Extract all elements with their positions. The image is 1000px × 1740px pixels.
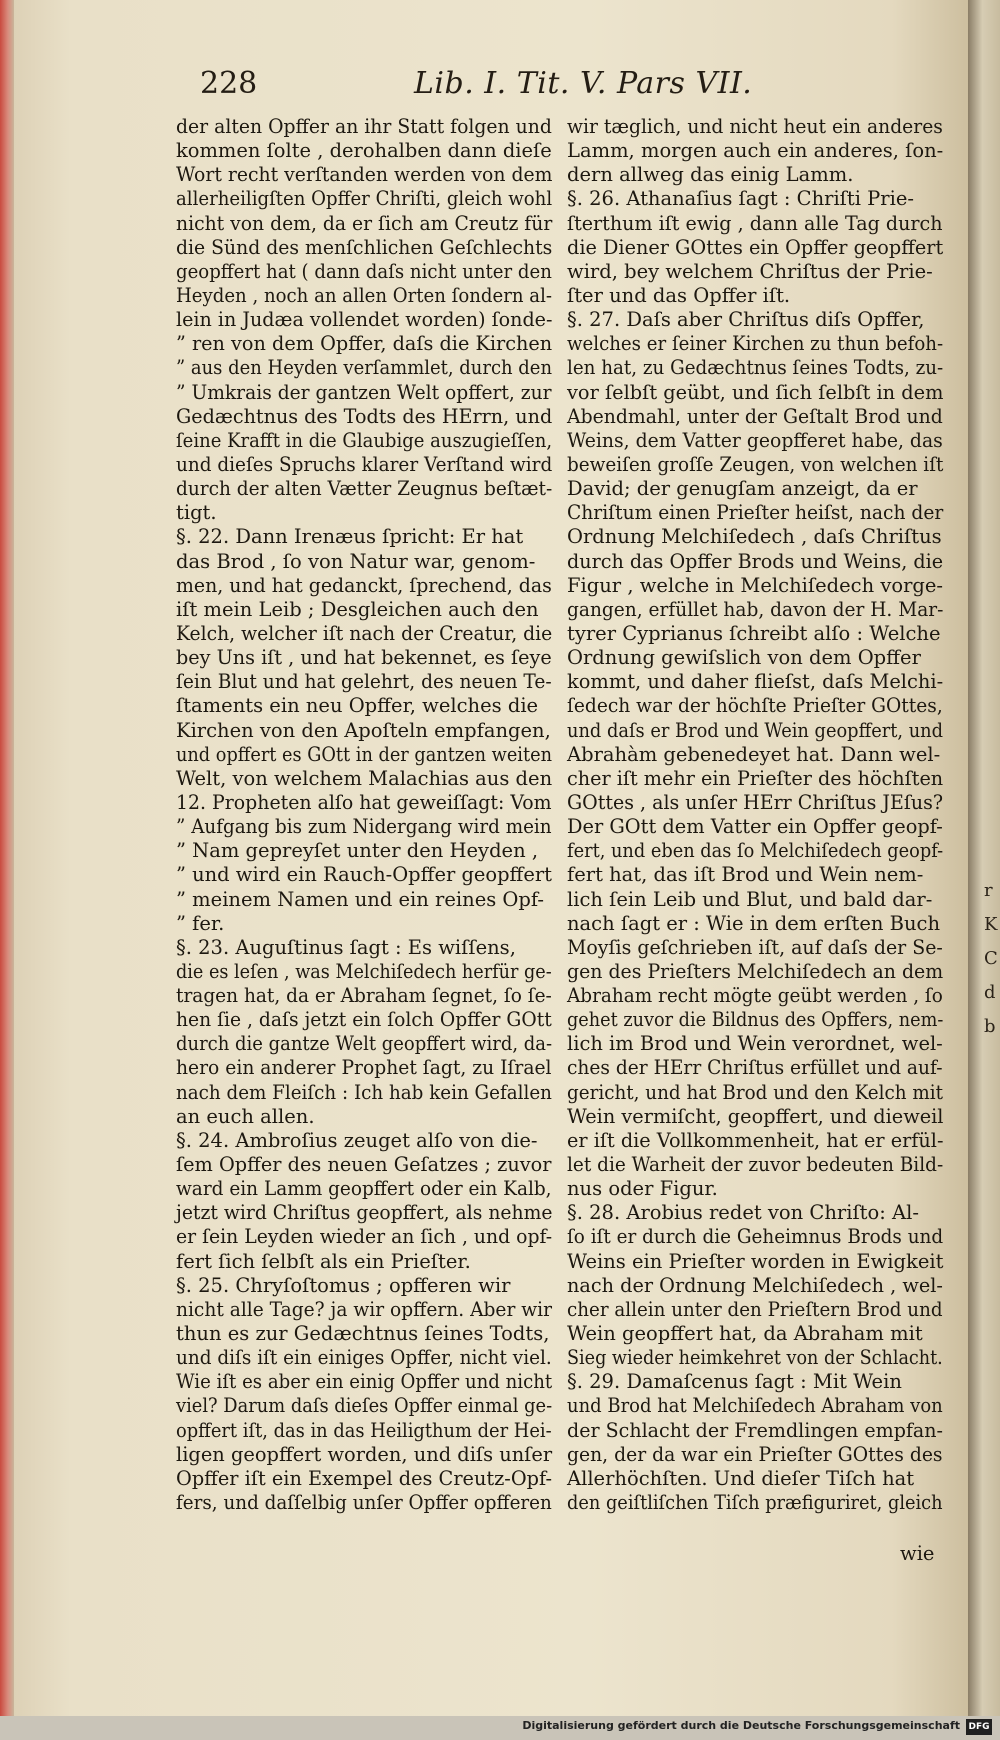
text-line: Chriſtum einen Prieſter heiſst, nach der: [567, 501, 944, 525]
facing-page-fragments: [984, 880, 1000, 1050]
text-line: tragen hat, da er Abraham ſegnet, ſo ſe-: [176, 984, 552, 1008]
digitization-credit: Digitalisierung gefördert durch die Deutsche Forschungsgemeinschaft: [522, 1719, 960, 1732]
text-line: den geiſtliſchen Tiſch præfiguriret, gleich: [567, 1491, 943, 1515]
text-line: fert hat, das iſt Brod und Wein nem-: [567, 863, 924, 887]
text-line: Heyden , noch an allen Orten ſondern al-: [176, 283, 553, 307]
text-line: Gedæchtnus des Todts des HErrn, und: [176, 404, 553, 428]
text-line: ward ein Lamm geopffert oder ein Kalb,: [176, 1177, 552, 1201]
text-line: Lamm, morgen auch ein anderes, ſon-: [567, 139, 944, 163]
text-line: ſter und das Opffer iſt.: [567, 283, 791, 307]
text-line: Wein geopffert hat, da Abraham mit: [567, 1322, 923, 1346]
text-column-left: [176, 115, 552, 1515]
text-line: Weins, dem Vatter geopfferet habe, das: [567, 428, 943, 452]
text-line: dern allweg das einig Lamm.: [567, 163, 854, 187]
text-line: §. 29. Damaſcenus ſagt : Mit Wein: [567, 1370, 902, 1394]
text-line: Abraham recht mögte geübt werden , ſo: [567, 984, 943, 1008]
text-line: die es leſen , was Melchiſedech herfür ge-: [176, 959, 552, 983]
text-line: vor ſelbſt geübt, und ſich ſelbſt in dem: [567, 380, 944, 404]
text-line: Kirchen von den Apoſteln empfangen,: [176, 718, 551, 742]
text-line: durch das Opffer Brods und Weins, die: [567, 549, 944, 573]
text-line: Ordnung Melchiſedech , daſs Chriſtus: [567, 525, 942, 549]
text-line: er ſein Leyden wieder an ſich , und opf-: [176, 1225, 553, 1249]
text-line: Ordnung gewiſslich von dem Opffer: [567, 646, 921, 670]
text-line: ” aus den Heyden verſammlet, durch den: [176, 356, 553, 380]
text-line: David; der genugſam anzeigt, da er: [567, 477, 918, 501]
text-line: 12. Propheten alſo hat geweiſſagt: Vom: [176, 790, 552, 814]
text-line: viel? Darum daſs dieſes Opffer einmal ge-: [176, 1394, 553, 1418]
text-line: beweiſen groſſe Zeugen, von welchen iſt: [567, 452, 944, 476]
spine-letter: K: [984, 914, 998, 935]
text-line: ſtaments ein neu Opffer, welches die: [176, 694, 539, 718]
text-line: ” ren von dem Opffer, daſs die Kirchen: [176, 332, 553, 356]
text-line: nach ſagt er : Wie in dem erſten Buch: [567, 911, 941, 935]
text-line: cher iſt mehr ein Prieſter des höchſten: [567, 766, 944, 790]
text-line: gen des Prieſters Melchiſedech an dem: [567, 959, 944, 983]
text-line: ligen geopffert worden, und diſs unſer: [176, 1442, 553, 1466]
text-line: opffert iſt, das in das Heiligthum der Hei-: [176, 1418, 552, 1442]
text-line: hero ein anderer Prophet ſagt, zu Iſrael: [176, 1056, 552, 1080]
text-line: Der GOtt dem Vatter ein Opffer geopf-: [567, 815, 943, 839]
text-line: ſo iſt er durch die Geheimnus Brods und: [567, 1225, 944, 1249]
text-line: Sieg wieder heimkehret von der Schlacht.: [567, 1346, 943, 1370]
spine-letter: r: [984, 880, 993, 901]
spine-letter: b: [984, 1016, 996, 1037]
text-line: Opffer iſt ein Exempel des Creutz-Opf-: [176, 1466, 552, 1490]
text-line: die Sünd des menſchlichen Geſchlechts: [176, 235, 553, 259]
text-line: er iſt die Vollkommenheit, hat er erfül-: [567, 1128, 944, 1152]
text-line: wir tæglich, und nicht heut ein anderes: [567, 115, 943, 138]
text-line: ” Umkrais der gantzen Welt opffert, zur: [176, 380, 552, 404]
text-line: tyrer Cyprianus ſchreibt alſo : Welche: [567, 621, 941, 645]
text-line: ” und wird ein Rauch-Opffer geopffert: [176, 863, 552, 887]
text-line: Abendmahl, unter der Geſtalt Brod und: [567, 404, 943, 428]
text-line: nach dem Fleiſch : Ich hab kein Gefallen: [176, 1080, 552, 1104]
text-line: kommen ſolte , derohalben dann dieſe: [176, 139, 552, 163]
text-line: ſem Opffer des neuen Geſatzes ; zuvor: [176, 1153, 552, 1177]
text-line: und daſs er Brod und Wein geopffert, und: [567, 718, 944, 742]
text-line: GOttes , als unſer HErr Chriſtus JEſus?: [567, 790, 944, 814]
text-line: Welt, von welchem Malachias aus den: [176, 766, 553, 790]
dfg-logo: DFG: [966, 1719, 992, 1735]
text-line: gangen, erfüllet hab, davon der H. Mar-: [567, 597, 944, 621]
text-line: lein in Judæa vollendet worden) ſonde-: [176, 308, 553, 332]
text-line: jetzt wird Chriſtus geopffert, als nehme: [176, 1201, 553, 1225]
catchword: wie: [900, 1542, 935, 1565]
text-line: der Schlacht der Fremdlingen empfan-: [567, 1418, 943, 1442]
spine-letter: C: [984, 948, 998, 969]
text-line: Allerhöchſten. Und dieſer Tiſch hat: [567, 1466, 915, 1490]
text-line: fers, und daſſelbig unſer Opffer opfferen: [176, 1491, 552, 1515]
text-line: gehet zuvor die Bildnus des Opffers, nem-: [567, 1008, 944, 1032]
text-line: und opffert es GOtt in der gantzen weiten: [176, 742, 552, 766]
text-line: nus oder Figur.: [567, 1177, 718, 1201]
text-line: und dieſes Spruchs klarer Verſtand wird: [176, 452, 553, 476]
text-line: let die Warheit der zuvor bedeuten Bild-: [567, 1153, 944, 1177]
text-line: ” Nam gepreyſet unter den Heyden ,: [176, 839, 539, 863]
text-line: die Diener GOttes ein Opffer geopffert: [567, 235, 944, 259]
page-header: [200, 66, 940, 106]
text-line: nicht alle Tage? ja wir opffern. Aber wir: [176, 1297, 553, 1321]
text-line: §. 23. Auguſtinus ſagt : Es wiſſens,: [176, 935, 516, 959]
text-line: ſedech war der höchſte Prieſter GOttes,: [567, 694, 943, 718]
text-line: ” Aufgang bis zum Nidergang wird mein: [176, 815, 552, 839]
text-line: nach der Ordnung Melchiſedech , wel-: [567, 1273, 943, 1297]
text-line: hen ſie , daſs jetzt ein ſolch Opffer GOtt: [176, 1008, 552, 1032]
text-line: wird, bey welchem Chriſtus der Prie-: [567, 259, 933, 283]
text-line: fert ſich ſelbſt als ein Prieſter.: [176, 1249, 471, 1273]
text-line: ſterthum iſt ewig , dann alle Tag durch: [567, 211, 943, 235]
running-head: Lib. I. Tit. V. Pars VII.: [414, 66, 753, 101]
text-line: Moyſis geſchrieben iſt, auf daſs der Se-: [567, 935, 943, 959]
text-line: §. 27. Daſs aber Chriſtus diſs Opffer,: [567, 308, 925, 332]
text-line: cher allein unter den Prieſtern Brod und: [567, 1297, 943, 1321]
text-line: Kelch, welcher iſt nach der Creatur, die: [176, 621, 553, 645]
text-line: ſein Blut und hat gelehrt, des neuen Te-: [176, 670, 552, 694]
text-line: ” fer.: [176, 911, 225, 935]
text-line: thun es zur Gedæchtnus ſeines Todts,: [176, 1322, 550, 1346]
text-line: lich ſein Leib und Blut, und bald dar-: [567, 887, 933, 911]
text-column-right: [567, 115, 943, 1515]
text-line: gen, der da war ein Prieſter GOttes des: [567, 1442, 943, 1466]
spine-letter: d: [984, 982, 996, 1003]
red-page-edge: [0, 0, 14, 1740]
text-line: und Brod hat Melchiſedech Abraham von: [567, 1394, 943, 1418]
text-line: fert, und eben das ſo Melchiſedech geopf-: [567, 839, 944, 863]
text-line: Wie iſt es aber ein einig Opffer und nicht: [176, 1370, 553, 1394]
text-line: men, und hat gedanckt, ſprechend, das: [176, 573, 552, 597]
text-line: und diſs iſt ein einiges Opffer, nicht viel.: [176, 1346, 552, 1370]
text-line: Figur , welche in Melchiſedech vorge-: [567, 573, 944, 597]
text-line: kommt, und daher flieſst, daſs Melchi-: [567, 670, 944, 694]
text-line: §. 22. Dann Irenæus ſpricht: Er hat: [176, 525, 524, 549]
text-line: §. 28. Arobius redet von Chriſto: Al-: [567, 1201, 919, 1225]
text-line: an euch allen.: [176, 1104, 315, 1128]
text-line: §. 26. Athanaſius ſagt : Chriſti Prie-: [567, 187, 914, 211]
text-line: ches der HErr Chriſtus erfüllet und auf-: [567, 1056, 943, 1080]
text-line: Wort recht verſtanden werden von dem: [176, 163, 553, 187]
text-line: ” meinem Namen und ein reines Opf-: [176, 887, 545, 911]
text-line: §. 24. Ambroſius zeuget alſo von die-: [176, 1128, 538, 1152]
text-line: lich im Brod und Wein verordnet, wel-: [567, 1032, 943, 1056]
text-line: durch der alten Vætter Zeugnus beſtæt-: [176, 477, 553, 501]
text-line: ſeine Krafft in die Glaubige auszugieſſen,: [176, 428, 553, 452]
book-gutter: [968, 0, 1000, 1716]
text-line: der alten Opffer an ihr Statt folgen und: [176, 115, 552, 138]
text-line: nicht von dem, da er ſich am Creutz für: [176, 211, 553, 235]
text-line: Wein vermiſcht, geopffert, und dieweil: [567, 1104, 944, 1128]
text-line: bey Uns iſt , und hat bekennet, es ſeye: [176, 646, 552, 670]
page-number: 228: [200, 66, 258, 101]
text-line: das Brod , ſo von Natur war, genom-: [176, 549, 536, 573]
text-line: Weins ein Prieſter worden in Ewigkeit: [567, 1249, 944, 1273]
text-line: welches er ſeiner Kirchen zu thun befoh-: [567, 332, 944, 356]
text-line: Abrahàm gebenedeyet hat. Dann wel-: [567, 742, 941, 766]
text-line: allerheiligſten Opffer Chriſti, gleich wohl: [176, 187, 553, 211]
text-line: geopffert hat ( dann daſs nicht unter den: [176, 259, 552, 283]
text-line: tigt.: [176, 501, 217, 525]
text-line: iſt mein Leib ; Desgleichen auch den: [176, 597, 539, 621]
text-line: gericht, und hat Brod und den Kelch mit: [567, 1080, 944, 1104]
text-line: len hat, zu Gedæchtnus ſeines Todts, zu-: [567, 356, 944, 380]
text-line: durch die gantze Welt geopffert wird, da-: [176, 1032, 553, 1056]
text-line: §. 25. Chryſoſtomus ; opfferen wir: [176, 1273, 511, 1297]
